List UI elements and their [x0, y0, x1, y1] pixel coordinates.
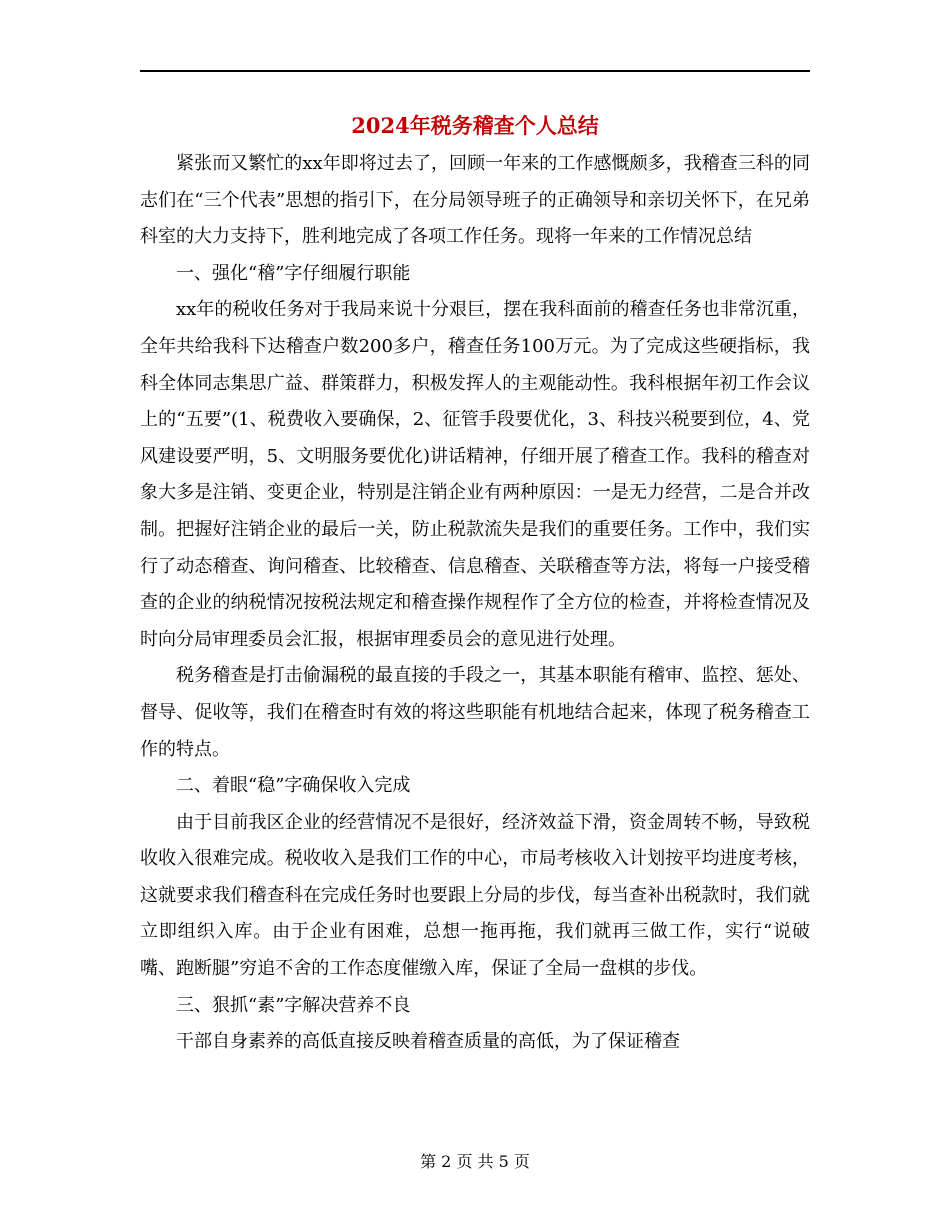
paragraph-section-3: 干部自身素养的高低直接反映着稽查质量的高低，为了保证稽查 [176, 1031, 680, 1053]
header-rule [140, 70, 810, 72]
paragraph-section-1: xx年的税收任务对于我局来说十分艰巨，摆在我科面前的稽查任务也非常沉重，全年共给我科下达稽查户数200多户，稽查任务100万元。为了完成这些硬指标，我科全体同志集思广益、群策群力，积极发挥人的主观能动性。我科根据年初工作会议上的“五要”(1、税费收入要确保，2、征管手段要优化，3、科技兴税要到位，4、党风建设要严明，5、文明服务要优化)讲话精神，仔细开展了稽查工作。我科的稽查对象大多是注销、变更企业，特别是注销企业有两种原因：一是无力经营，二是合并改制。把握好注销企业的最后一关，防止税款流失是我们的重要任务。工作中，我们实行了动态稽查、询问稽查、比较稽查、信息稽查、关联稽查等方法，将每一户接受稽查的企业的纳税情况按税法规定和稽查操作规程作了全方位的检查，并将检查情况及时向分局审理委员会汇报，根据审理委员会的意见进行处理。 [140, 299, 810, 650]
section-heading-2: 二、着眼“稳”字确保收入完成 [176, 775, 411, 797]
page-number-footer: 第 2 页 共 5 页 [420, 1152, 530, 1171]
paragraph-intro: 紧张而又繁忙的xx年即将过去了，回顾一年来的工作感慨颇多，我稽查三科的同志们在“三个代表”思想的指引下，在分局领导班子的正确领导和亲切关怀下，在兄弟科室的大力支持下，胜利地完成了各项工作任务。现将一年来的工作情况总结 [140, 153, 810, 248]
section-heading-3: 三、狠抓“素”字解决营养不良 [176, 994, 411, 1016]
section-heading-1: 一、强化“稽”字仔细履行职能 [176, 262, 411, 284]
paragraph-section-2: 由于目前我区企业的经营情况不是很好，经济效益下滑，资金周转不畅，导致税收收入很难完成。税收收入是我们工作的中心，市局考核收入计划按平均进度考核，这就要求我们稽查科在完成任务时也要跟上分局的步伐，每当查补出税款时，我们就立即组织入库。由于企业有困难，总想一拖再拖，我们就再三做工作，实行“说破嘴、跑断腿”穷追不舍的工作态度催缴入库，保证了全局一盘棋的步伐。 [140, 811, 810, 980]
paragraph-section-1-functions: 税务稽查是打击偷漏税的最直接的手段之一，其基本职能有稽审、监控、惩处、督导、促收等，我们在稽查时有效的将这些职能有机地结合起来，体现了税务稽查工作的特点。 [140, 665, 810, 760]
document-title: 2024年税务稽查个人总结 [351, 113, 599, 138]
document-body [140, 146, 810, 1061]
